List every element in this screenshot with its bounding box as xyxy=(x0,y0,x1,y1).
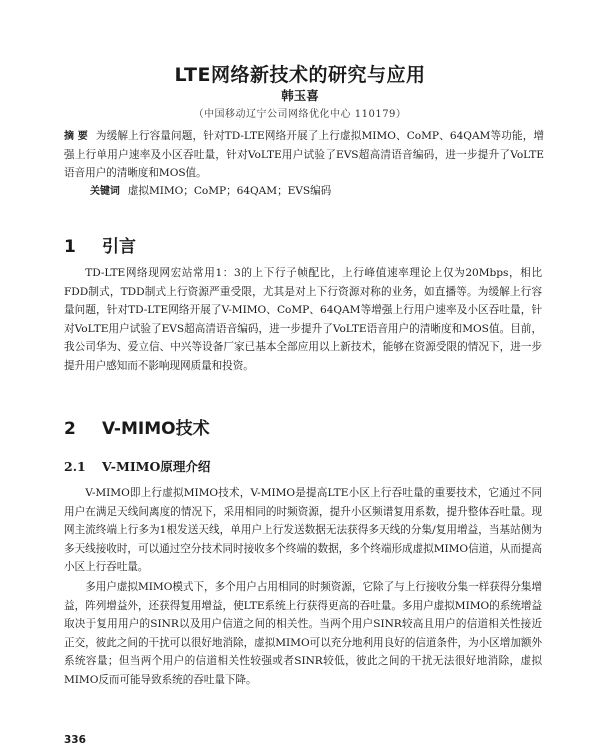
abstract-text: 为缓解上行容量问题，针对TD-LTE网络开展了上行虚拟MIMO、CoMP、64QAM等功能，增强上行单用户速率及小区吞吐量，针对VoLTE用户试验了EVS超高清语音编码，进一步提升了VoLTE语音用户的清晰度和MOS值。 xyxy=(64,130,544,180)
subsection-2-1-number: 2.1 xyxy=(64,459,86,474)
author-name: 韩玉喜 xyxy=(281,88,319,103)
section-2-heading xyxy=(64,414,210,439)
abstract xyxy=(64,127,544,183)
subsection-2-1-paragraph-2: 多用户虚拟MIMO模式下，多个用户占用相同的时频资源，它除了与上行接收分集一样获得分集增益，阵列增益外，还获得复用增益，使LTE系统上行获得更高的吞吐量。多用户虚拟MIMO的系统增益取决于复用用户的SINR以及用户信道之间的相关性。当两个用户SINR较高且用户的信道相关性接近正交，彼此之间的干扰可以很好地消除，虚拟MIMO可以充分地利用良好的信道条件，为小区增加额外系统容量；但当两个用户的信道相关性较强或者SINR较低，彼此之间的干扰无法很好地消除，虚拟MIMO反而可能导致系统的吞吐量下降。 xyxy=(64,581,542,686)
author-affiliation: （中国移动辽宁公司网络优化中心 110179） xyxy=(193,109,407,120)
subsection-2-1-title: V-MIMO原理介绍 xyxy=(102,459,211,474)
paper-title: LTE网络新技术的研究与应用 xyxy=(174,64,426,86)
page-number: 336 xyxy=(64,734,86,746)
subsection-2-1-heading xyxy=(64,457,210,475)
section-2-title: V-MIMO技术 xyxy=(102,419,210,439)
subsection-2-1-paragraph-1: V-MIMO即上行虚拟MIMO技术，V-MIMO是提高LTE小区上行吞吐量的重要技术，它通过不同用户在满足天线间离度的情况下，采用相同的时频资源，提升小区频谱复用系数，提升整体吞吐量。现网主流终端上行多为1根发送天线，单用户上行发送数据无法获得多天线的分集/复用增益，当基站侧为多天线接收时，可以通过空分技术同时接收多个终端的数据，多个终端形成虚拟MIMO信道，从而提高小区上行吞吐量。 xyxy=(64,487,542,574)
section-1-paragraph: TD-LTE网络现网宏站常用1：3的上下行子帧配比，上行峰值速率理论上仅为20Mbps，相比FDD制式，TDD制式上行资源严重受限，尤其是对上下行资源对称的业务，如直播等。为缓解上行容量问题，针对TD-LTE网络开展了V-MIMO、CoMP、64QAM等增强上行用户速率及小区吞吐量，针对VoLTE用户试验了EVS超高清语音编码，进一步提升了VoLTE语音用户的清晰度和MOS值。目前，我公司华为、爱立信、中兴等设备厂家已基本全部应用以上新技术，能够在资源受限的情况下，进一步提升用户感知而不影响现网质量和投资。 xyxy=(64,267,542,372)
abstract-label: 摘 要 xyxy=(64,131,88,142)
keywords-text: 虚拟MIMO；CoMP；64QAM；EVS编码 xyxy=(127,185,332,197)
keywords-label: 关键词 xyxy=(90,186,120,197)
section-1-number: 1 xyxy=(64,237,76,257)
section-2-number: 2 xyxy=(64,419,76,439)
keywords xyxy=(90,182,550,202)
section-1-heading xyxy=(64,232,136,257)
section-1-title: 引言 xyxy=(102,237,136,257)
